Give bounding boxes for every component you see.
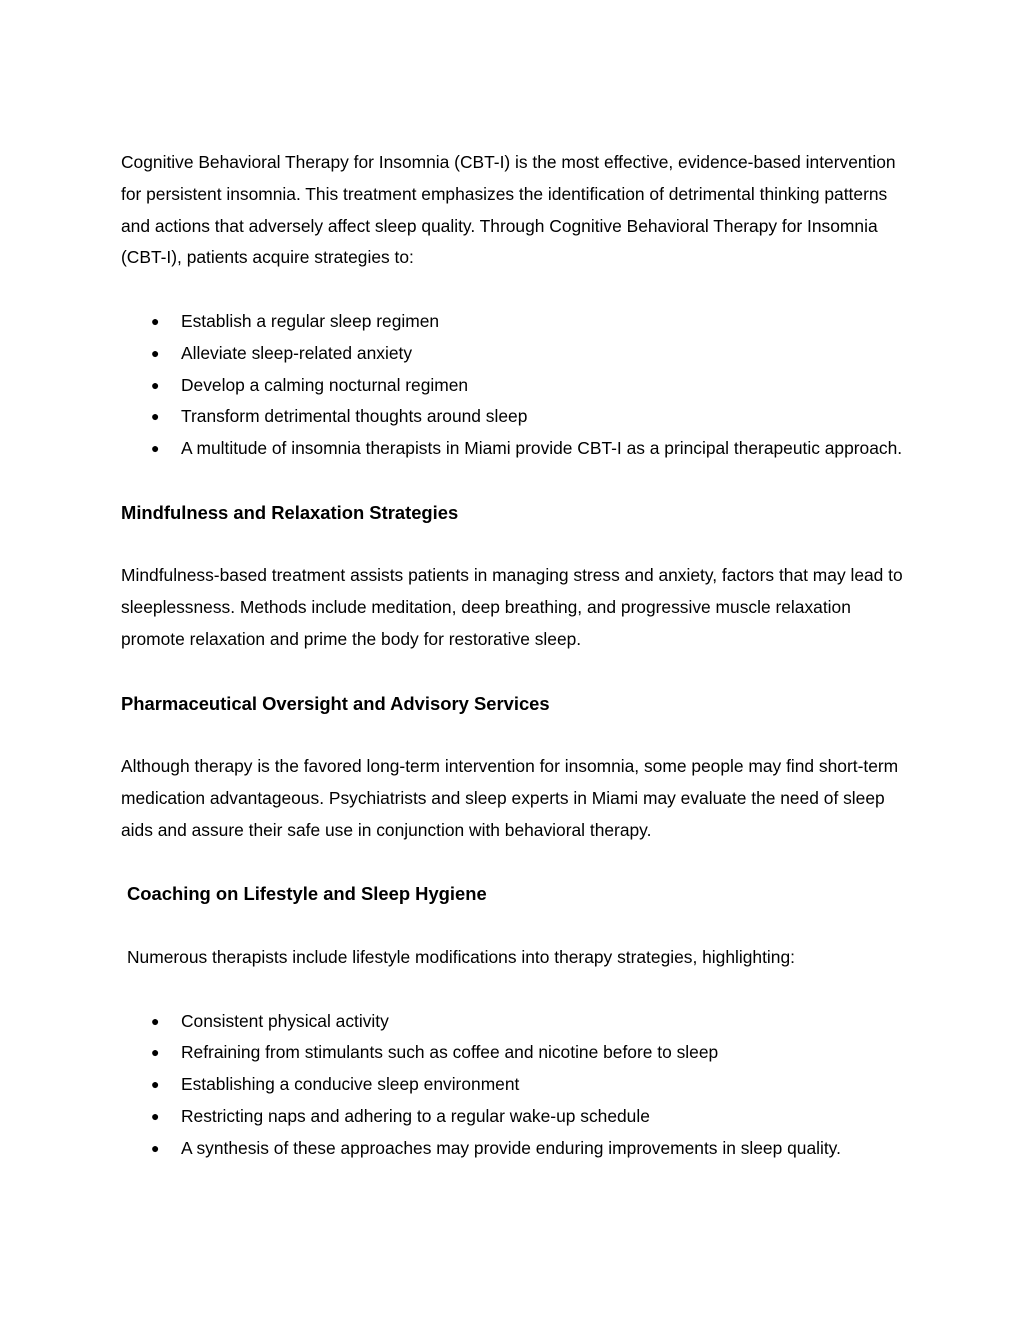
list-item xyxy=(121,433,911,465)
list-item-text: Develop a calming nocturnal regimen xyxy=(181,374,469,395)
bullet-icon: ● xyxy=(151,1139,160,1156)
bullet-icon: ● xyxy=(151,344,160,361)
list-item xyxy=(121,306,911,338)
lifestyle-paragraph: Numerous therapists include lifestyle modifications into therapy strategies, highlighting: xyxy=(127,946,795,967)
list-item-text: Restricting naps and adhering to a regular wake-up schedule xyxy=(181,1105,650,1126)
bullet-icon: ● xyxy=(151,1107,160,1124)
list-item xyxy=(121,338,911,370)
lifestyle-list xyxy=(121,1006,911,1165)
list-item-text: Consistent physical activity xyxy=(181,1010,389,1031)
list-item-text: Alleviate sleep-related anxiety xyxy=(181,342,413,363)
mindfulness-paragraph: Mindfulness-based treatment assists patients in managing stress and anxiety, factors that may lead to sleeplessness. Methods include meditation, deep breathing, and progressive muscle relaxation promote relaxation and prime the body for restorative sleep. xyxy=(121,565,903,649)
list-item-text: Transform detrimental thoughts around sleep xyxy=(181,406,528,427)
bullet-icon: ● xyxy=(151,1012,160,1029)
list-item xyxy=(121,1101,911,1133)
pharmaceutical-paragraph: Although therapy is the favored long-term intervention for insomnia, some people may find short-term medication advantageous. Psychiatrists and sleep experts in Miami may evaluate the need of sleep aids and assure their safe use in conjunction with behavioral therapy. xyxy=(121,756,899,840)
list-item xyxy=(121,401,911,433)
bullet-icon: ● xyxy=(151,376,160,393)
list-item xyxy=(121,1069,911,1101)
list-item-text: A synthesis of these approaches may provide enduring improvements in sleep quality. xyxy=(181,1137,841,1158)
bullet-icon: ● xyxy=(151,408,160,425)
list-item-text: Refraining from stimulants such as coffee and nicotine before to sleep xyxy=(181,1042,719,1063)
list-item xyxy=(121,370,911,402)
bullet-icon: ● xyxy=(151,440,160,457)
list-item-text: A multitude of insomnia therapists in Miami provide CBT-I as a principal therapeutic approach. xyxy=(181,438,903,459)
list-item xyxy=(121,1133,911,1165)
document-body xyxy=(121,147,911,1196)
intro-paragraph: Cognitive Behavioral Therapy for Insomnia (CBT-I) is the most effective, evidence-based intervention for persistent insomnia. This treatment emphasizes the identification of detrimental thinking patterns and actions that adversely affect sleep quality. Through Cognitive Behavioral Therapy for Insomnia (CBT-I), patients acquire strategies to: xyxy=(121,152,896,268)
list-item-text: Establish a regular sleep regimen xyxy=(181,310,440,331)
list-item xyxy=(121,1037,911,1069)
list-item-text: Establishing a conducive sleep environment xyxy=(181,1074,520,1095)
bullet-icon: ● xyxy=(151,312,160,329)
cbt-strategies-list xyxy=(121,306,911,465)
section-heading-mindfulness: Mindfulness and Relaxation Strategies xyxy=(121,501,459,523)
section-heading-lifestyle: Coaching on Lifestyle and Sleep Hygiene xyxy=(127,883,487,905)
list-item xyxy=(121,1006,911,1038)
section-heading-pharmaceutical: Pharmaceutical Oversight and Advisory Services xyxy=(121,692,550,714)
bullet-icon: ● xyxy=(151,1044,160,1061)
bullet-icon: ● xyxy=(151,1076,160,1093)
